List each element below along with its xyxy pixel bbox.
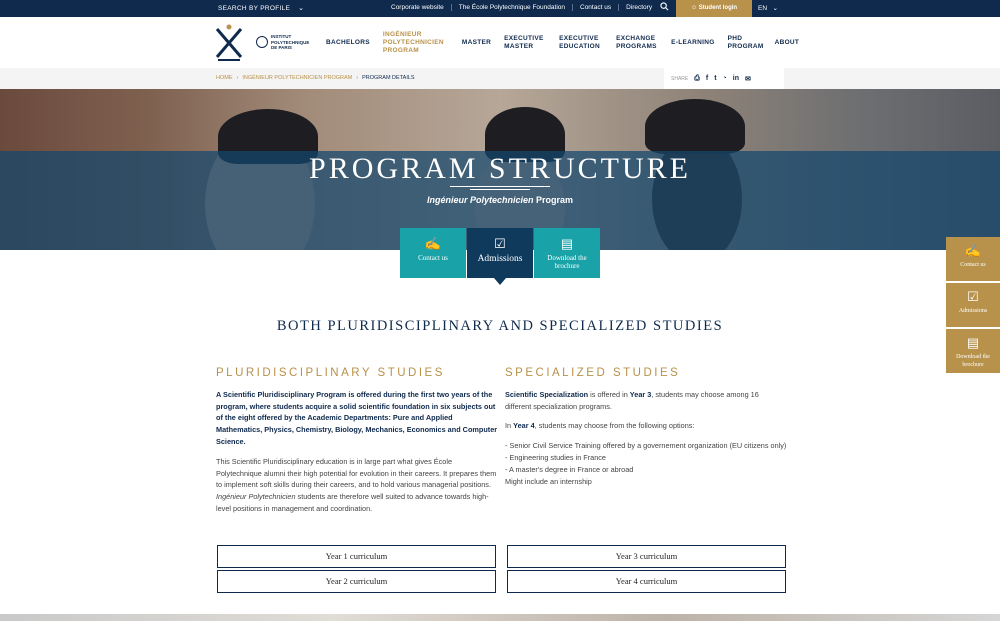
nav-about[interactable]: ABOUT — [774, 39, 800, 46]
brochure-icon: ▤ — [560, 236, 574, 251]
nav-ingenieur-polytechnicien[interactable]: INGÉNIEUR POLYTECHNICIEN PROGRAM — [382, 31, 444, 54]
specialized-p2 — [505, 420, 787, 432]
directory-link[interactable]: Directory — [626, 4, 653, 11]
student-login-button[interactable] — [676, 0, 752, 17]
whatsapp-icon[interactable]: ◔ — [722, 75, 727, 82]
specialized-p1-text-1: is offered in — [588, 389, 630, 399]
share-label: SHARE — [671, 75, 689, 82]
specialized-p1-text-2: , students may choose among 16 different specialization programs. — [505, 389, 759, 411]
hero-photo-hat-right — [645, 99, 745, 154]
year-1-curriculum-button[interactable]: Year 1 curriculum — [217, 545, 496, 568]
breadcrumb-current: PROGRAM DETAILS — [362, 75, 415, 81]
share-bar — [664, 68, 784, 89]
brochure-icon: ▤ — [966, 335, 980, 350]
linkedin-icon[interactable]: in — [732, 75, 739, 82]
twitter-icon[interactable]: t — [714, 75, 717, 82]
chevron-right-icon: › — [356, 75, 359, 81]
pluridisciplinary-body — [216, 456, 498, 515]
foundation-link[interactable]: The École Polytechnique Foundation — [452, 4, 573, 11]
specialized-heading: SPECIALIZED STUDIES — [505, 367, 681, 379]
page-title: PROGRAM STRUCTURE — [309, 152, 691, 185]
breadcrumb — [216, 75, 415, 81]
ecole-polytechnique-logo[interactable] — [214, 23, 246, 63]
chevron-down-icon: ⌄ — [298, 5, 305, 12]
print-icon[interactable]: ⎙ — [694, 74, 700, 82]
specialized-column — [505, 368, 787, 487]
ipp-line-1: INSTITUT — [271, 34, 292, 39]
page-subtitle — [0, 195, 1000, 205]
action-tabs — [400, 228, 601, 278]
pluridisciplinary-body-em: Ingénieur Polytechnicien — [216, 492, 296, 502]
specialized-p2-text-1: In — [505, 421, 514, 431]
list-item: - Senior Civil Service Training offered by a governement organization (EU citizens only) — [505, 441, 787, 451]
nav-executive-master[interactable]: EXECUTIVE MASTER — [504, 35, 544, 50]
subtitle-rest: Program — [533, 195, 574, 205]
ipp-line-2: POLYTECHNIQUE — [271, 39, 310, 45]
pluridisciplinary-heading: PLURIDISCIPLINARY STUDIES — [216, 367, 445, 379]
nav-bachelors[interactable]: BACHELORS — [326, 39, 370, 46]
title-divider-short — [470, 189, 530, 190]
specialized-p1 — [505, 389, 787, 413]
pluridisciplinary-lead: A Scientific Pluridisciplinary Program is offered during the first two years of the program, where students acquire a solid scientific foundation in six subjects out of the eight offered by the Academic Departments: Pure and Applied Mathematics, Physics, Chemistry, Biology, Mechanics, Economics and Computer Science. — [216, 389, 498, 446]
breadcrumb-row — [0, 68, 1000, 89]
section-title: BOTH PLURIDISCIPLINARY AND SPECIALIZED STUDIES — [276, 318, 724, 334]
year-4-curriculum-button[interactable]: Year 4 curriculum — [507, 570, 786, 593]
specialized-p2-text-2: , students may choose from the following options: — [534, 421, 695, 431]
admissions-icon: ☑ — [494, 236, 506, 251]
top-bar — [0, 0, 1000, 17]
ipp-emblem-icon — [256, 36, 268, 48]
side-contact-us-label: Contact us — [960, 262, 986, 268]
title-divider — [450, 186, 550, 187]
subtitle-italic: Ingénieur Polytechnicien — [426, 195, 534, 205]
contact-us-tab-label: Contact us — [418, 254, 448, 262]
nav-executive-education[interactable]: EXECUTIVE EDUCATION — [559, 35, 600, 50]
institut-polytechnique-logo[interactable] — [256, 34, 309, 51]
footer-image-strip — [0, 614, 1000, 621]
chevron-down-icon: ⌄ — [772, 5, 778, 12]
language-label: EN — [758, 5, 768, 12]
list-item: - A master's degree in France or abroad — [505, 464, 634, 474]
chevron-right-icon: › — [236, 75, 239, 81]
specialized-p1-bold-1: Scientific Specialization — [505, 389, 589, 399]
specialized-p2-bold: Year 4 — [513, 421, 535, 431]
user-icon: ☺ — [690, 5, 698, 11]
handshake-icon: ✍ — [964, 243, 982, 258]
contact-us-tab[interactable] — [400, 228, 466, 278]
search-icon[interactable] — [660, 2, 669, 13]
hero-banner — [0, 89, 1000, 250]
email-icon[interactable]: ✉ — [745, 75, 751, 83]
download-brochure-tab-label: Download the brochure — [547, 254, 587, 270]
corporate-website-link[interactable]: Corporate website — [384, 4, 452, 11]
side-download-brochure-label: Download the brochure — [956, 354, 990, 368]
language-selector[interactable] — [758, 4, 778, 12]
nav-exchange-programs[interactable]: EXCHANGE PROGRAMS — [616, 35, 657, 50]
breadcrumb-home[interactable]: HOME — [216, 75, 233, 81]
pluridisciplinary-column — [216, 368, 498, 523]
specialized-options-list — [505, 440, 787, 487]
pluridisciplinary-body-start: This Scientific Pluridisciplinary education is in large part what gives École Polytechnique alumni their high potential for evolution in their careers. It prepares them to implement soft skills during their careers, and to hold various managerial positions. — [216, 456, 497, 490]
list-item: - Engineering studies in France — [505, 452, 606, 462]
handshake-icon: ✍ — [424, 236, 442, 251]
main-nav — [326, 31, 812, 55]
side-download-brochure-button[interactable] — [946, 329, 1000, 373]
year-2-curriculum-button[interactable]: Year 2 curriculum — [217, 570, 496, 593]
nav-phd-program[interactable]: PHD PROGRAM — [727, 35, 764, 50]
year-3-curriculum-button[interactable]: Year 3 curriculum — [507, 545, 786, 568]
ipp-line-3: DE PARIS — [271, 45, 292, 50]
search-by-profile-label: SEARCH BY PROFILE — [218, 5, 291, 12]
ipp-logo-text — [271, 34, 309, 51]
search-by-profile-dropdown[interactable] — [218, 4, 304, 12]
download-brochure-tab[interactable] — [534, 228, 600, 278]
student-login-label: Student login — [698, 5, 738, 11]
nav-master[interactable]: MASTER — [461, 39, 492, 46]
active-tab-arrow — [494, 278, 506, 285]
admissions-tab-label: Admissions — [477, 254, 523, 264]
contact-us-link[interactable]: Contact us — [573, 4, 619, 11]
nav-e-learning[interactable]: E-LEARNING — [671, 39, 715, 46]
side-action-bar — [946, 237, 1000, 375]
top-links — [384, 4, 659, 11]
side-admissions-label: Admissions — [958, 308, 988, 314]
facebook-icon[interactable]: f — [705, 75, 709, 82]
specialized-p1-bold-2: Year 3 — [629, 389, 652, 399]
side-contact-us-button[interactable] — [946, 237, 1000, 281]
breadcrumb-program[interactable]: INGÉNIEUR POLYTECHNICIEN PROGRAM — [242, 75, 353, 81]
admissions-tab[interactable] — [467, 228, 533, 278]
main-header — [0, 17, 1000, 68]
pluridisciplinary-body-end: students are therefore well suited to advance towards high-level positions in management and coordination. — [216, 492, 489, 513]
list-item: Might include an internship — [505, 476, 592, 486]
admissions-icon: ☑ — [967, 289, 979, 304]
